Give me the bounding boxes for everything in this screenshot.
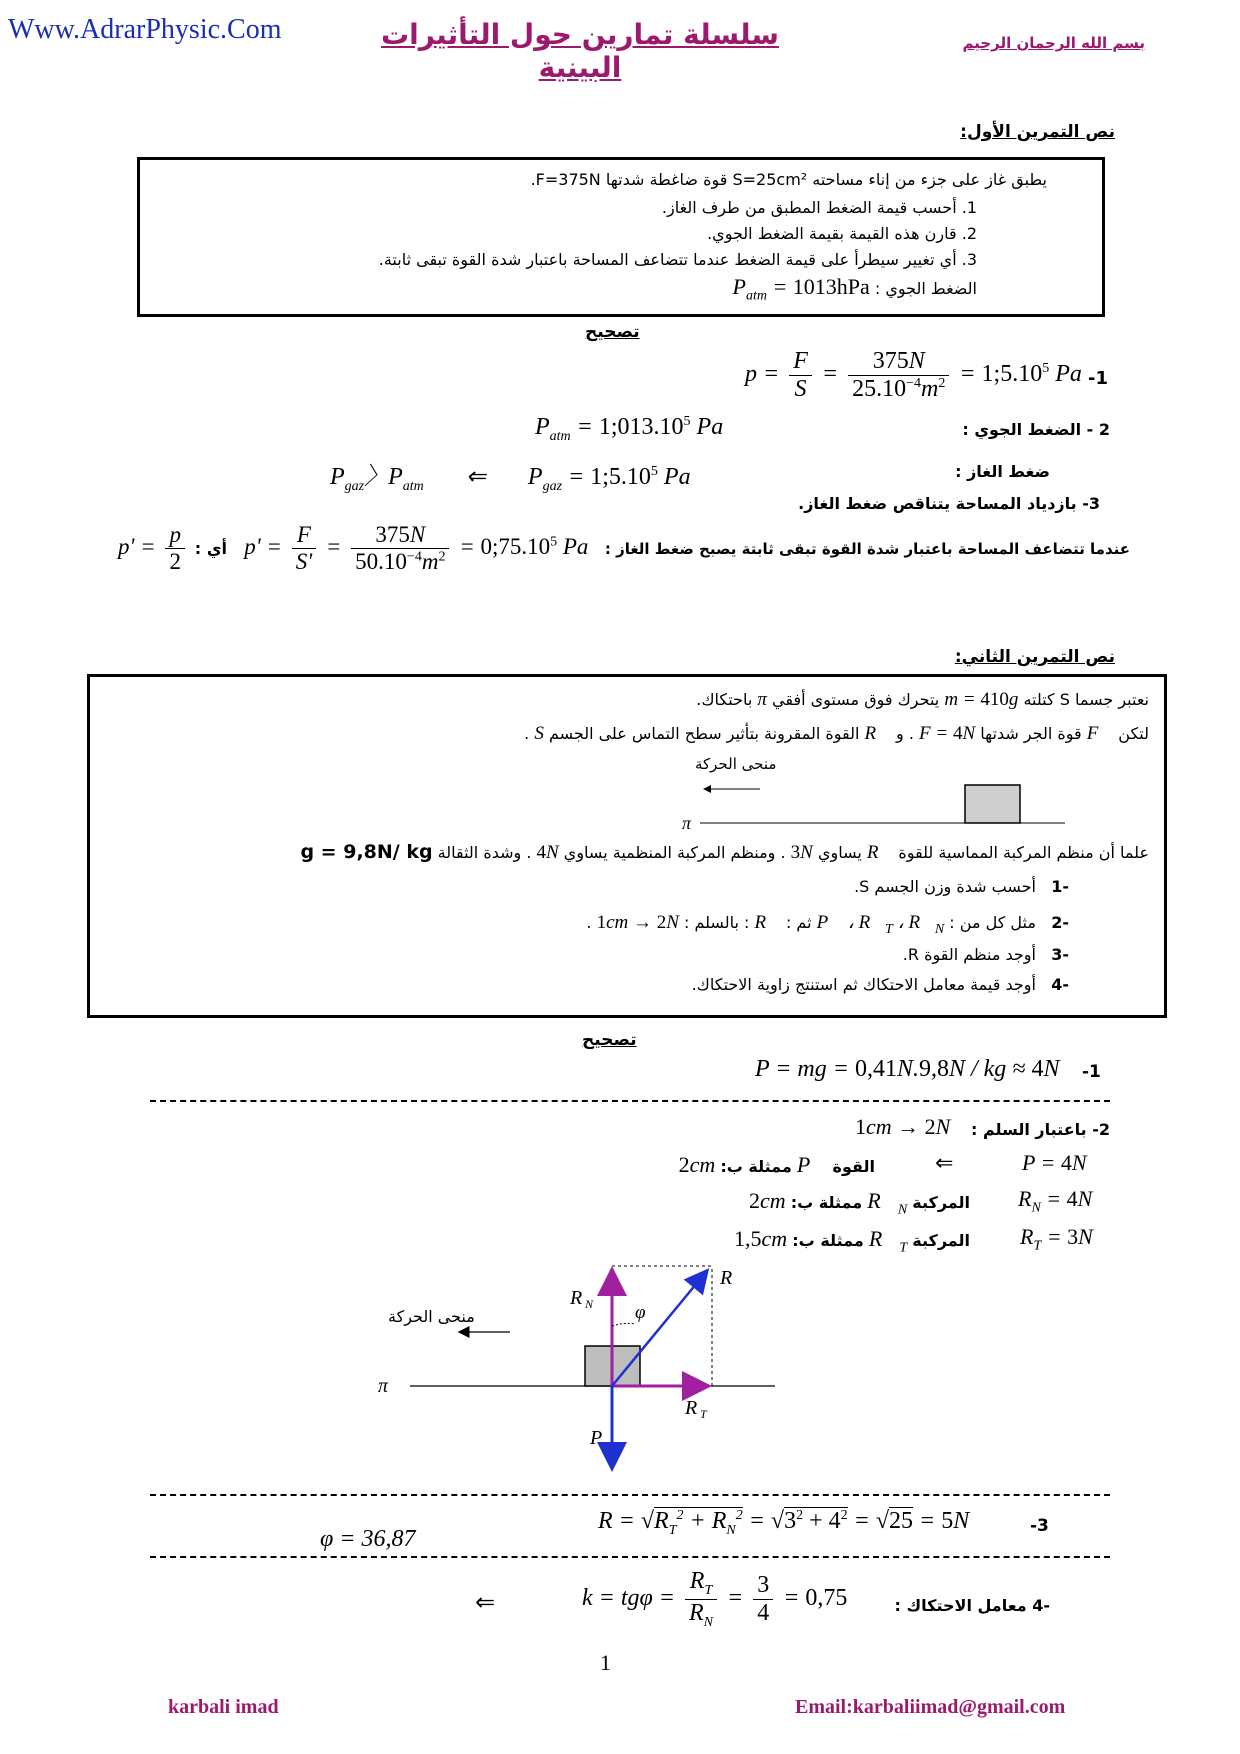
ex2-p-value: P = 4N xyxy=(1022,1150,1087,1175)
comp-word-1: المركبة xyxy=(912,1193,970,1212)
ex2-line2: لتكن F⃗ قوة الجر شدتها F = 4N . و R⃗ القوة المقرونة بتأثير سطح التماس على الجسم S . xyxy=(524,723,1149,744)
site-url[interactable]: Www.AdrarPhysic.Com xyxy=(8,14,282,45)
separator-2 xyxy=(150,1494,1110,1496)
separator-1 xyxy=(150,1100,1110,1102)
ex2-p-row: القوة P⃗ ممثلة ب: 2cm xyxy=(678,1152,875,1177)
ex2-line2-c: و xyxy=(896,724,904,743)
ex1-statement: يطبق غاز على جزء من إناء مساحته S=25cm² قوة ضاغطة شدتها F=375N. xyxy=(530,170,1047,189)
ex2-question-1 xyxy=(854,877,1069,896)
ex2-line1-c: يتحرك فوق مستوى أفقي xyxy=(772,690,940,709)
atm-label: الضغط الجوي : xyxy=(874,279,977,298)
ex2-line2-a: لتكن xyxy=(1118,724,1149,743)
q4-number: -4 xyxy=(1051,975,1069,994)
ex2-question-4 xyxy=(692,975,1069,994)
q2-number: -2 xyxy=(1051,913,1069,932)
ex2-scale: 1cm → 2N xyxy=(855,1114,951,1139)
ex2-step3-number: -3 xyxy=(1030,1516,1049,1536)
ex1-step3-text: 3- بازدياد المساحة يتناقص ضغط الغاز. xyxy=(798,494,1100,513)
ay-word: أي xyxy=(206,538,228,558)
ex2-step4-label: -4 معامل الاحتكاك : xyxy=(894,1596,1050,1615)
r-vector xyxy=(612,1272,706,1386)
phi-result: φ = 36,87 xyxy=(320,1526,416,1552)
ex2-line3-b: يساوي xyxy=(817,843,862,862)
ex2-step2-label: 2- باعتبار السلم : xyxy=(971,1120,1110,1139)
ex2-rn-row: المركبة $R⃗_N$ ممثلة ب: 2cm xyxy=(748,1188,970,1218)
exercise1-heading: نص التمرين الأول: xyxy=(960,122,1115,142)
ex1-step4-formula: p' = $\frac{p}{2}$ : أي p' = $\frac{F}{S'}$ = $\frac{375N}{50.10^{-4}m^2}$ = $0;75.10^5$ Pa xyxy=(118,522,589,574)
ex2-force-diagram xyxy=(370,1264,780,1476)
ex2-step4-formula: k = tgφ = $\frac{R_T}{R_N}$ = $\frac{3}{4}$ = 0,75 xyxy=(582,1568,848,1630)
comp-word-2: المركبة xyxy=(912,1231,970,1250)
ex2-line1-d: باحتكاك. xyxy=(696,690,753,709)
rep-word-3: ممثلة ب: xyxy=(792,1231,864,1250)
footer-author: karbali imad xyxy=(168,1696,279,1718)
ex2-question-3 xyxy=(903,945,1069,964)
ex2-question-2: -2 مثل كل من : P⃗ ، $R⃗_T$ ، $R⃗_N$ ثم : R⃗ : بالسلم : 1cm → 2N . xyxy=(586,912,1069,937)
ex2-line2-d: القوة المقرونة بتأثير سطح التماس على الجسم xyxy=(548,724,860,743)
ex1-step4-text: عندما تتضاعف المساحة باعتبار شدة القوة تبقى ثابتة يصبح ضغط الغاز : xyxy=(604,540,1130,558)
footer-email[interactable]: Email:karbaliimad@gmail.com xyxy=(795,1696,1066,1718)
ex1-step1-number: -1 xyxy=(1088,368,1108,389)
ex1-gas-label: ضغط الغاز : xyxy=(955,462,1050,481)
q2-text-b: ثم xyxy=(796,913,812,932)
rt-label: R xyxy=(685,1397,698,1419)
separator-3 xyxy=(150,1556,1110,1558)
ex2-plane-label: π xyxy=(682,813,692,833)
ex1-question-3: 3. أي تغيير سيطرأ على قيمة الضغط عندما تتضاعف المساحة باعتبار شدة القوة تبقى ثابتة. xyxy=(378,250,977,269)
rn-sub: N xyxy=(585,1297,594,1311)
atm-value: 1013hPa xyxy=(792,274,870,299)
phi-label: φ xyxy=(635,1302,646,1323)
ex1-compare: $P_{gaz}$〉$P_{atm}$ ⇐ $P_{gaz}$ = $1;5.10^5$ Pa xyxy=(330,464,691,494)
ex2-line1-a: نعتبر جسما xyxy=(1074,690,1149,709)
q2-text-a: مثل كل من : xyxy=(949,913,1036,932)
q4-text: أوجد قيمة معامل الاحتكاك ثم استنتج زاوية الاحتكاك. xyxy=(691,975,1036,994)
ex2-step1-number: -1 xyxy=(1082,1062,1101,1082)
ex2-block xyxy=(965,785,1020,823)
ex2-line1: نعتبر جسما S كتلته m = 410g يتحرك فوق مستوى أفقي π باحتكاك. xyxy=(696,689,1149,710)
atm-pressure-data: الضغط الجوي : $P_{atm} = 1013hPa$ xyxy=(732,274,977,304)
q1-number: -1 xyxy=(1051,877,1069,896)
ex2-line3-c: ومنظم المركبة المنظمية يساوي xyxy=(563,843,776,862)
ex2-rt-value: $R_T = 3N$ xyxy=(1020,1224,1093,1254)
ex2-implies-arrow: ⇐ xyxy=(935,1150,954,1175)
phi-arc xyxy=(612,1323,635,1326)
exercise1-box xyxy=(137,157,1105,317)
q3-text: أوجد منظم القوة R. xyxy=(902,945,1036,964)
ex1-correction-title: تصحيح xyxy=(585,322,640,342)
ex2-motion-label: منحى الحركة xyxy=(695,755,777,773)
page-number: 1 xyxy=(600,1650,611,1675)
basmala: بسم الله الرحمان الرحيم xyxy=(962,34,1145,52)
rt-sub: T xyxy=(700,1407,707,1421)
ex2-line2-b: قوة الجر شدتها xyxy=(980,724,1082,743)
exercise2-box xyxy=(87,674,1167,1018)
ex1-question-2: 2. قارن هذه القيمة بقيمة الضغط الجوي. xyxy=(707,224,977,243)
p-label: P xyxy=(590,1427,603,1449)
ex2-rn-value: $R_N = 4N$ xyxy=(1018,1186,1093,1216)
ex2-line3-d: وشدة الثقالة xyxy=(437,843,522,862)
ex2-step1-formula: P = mg = 0,41N.9,8N / kg ≈ 4N xyxy=(755,1056,1060,1082)
rep-word-2: ممثلة ب: xyxy=(790,1193,863,1212)
q2-text-c: بالسلم : xyxy=(684,913,739,932)
page-title: سلسلة تمارين حول التأثيرات البينية xyxy=(381,18,779,84)
ex2-line3: علما أن منظم المركبة المماسية للقوة R⃗ يساوي 3N . ومنظم المركبة المنظمية يساوي 4N . وشدة الثقالة g = 9,8N/ kg xyxy=(300,841,1149,863)
rep-word-1: ممثلة ب: xyxy=(720,1157,792,1176)
ex1-step1-formula: p = $\frac{F}{S}$ = $\frac{375N}{25.10^{-4}m^2}$ = $1;5.10^5$ Pa xyxy=(745,348,1082,402)
q1-text: أحسب شدة وزن الجسم S. xyxy=(854,877,1036,896)
ex2-motion-arrowhead xyxy=(703,785,711,793)
exercise2-heading: نص التمرين الثاني: xyxy=(954,647,1115,667)
ex1-question-1: 1. أحسب قيمة الضغط المطبق من طرف الغاز. xyxy=(661,198,977,217)
ex2-step3-formula: $R = √R_T^2 + R_N^2 = √3^2 + 4^2 = √25 = 5N$ xyxy=(598,1508,970,1538)
ex2-line1-b: كتلته xyxy=(1023,690,1055,709)
ex2-rt-row: المركبة $R⃗_T$ ممثلة ب: 1,5cm xyxy=(734,1226,970,1256)
ex1-step2-label: 2 - الضغط الجوي : xyxy=(962,420,1110,439)
ex2-implies-arrow-2: ⇐ xyxy=(475,1590,496,1616)
ex2-line3-a: علما أن منظم المركبة المماسية للقوة xyxy=(898,843,1149,862)
plane-label-2: π xyxy=(378,1375,389,1397)
force-word: القوة xyxy=(832,1157,875,1176)
q3-number: -3 xyxy=(1051,945,1069,964)
motion-label-2: منحى الحركة xyxy=(388,1307,475,1326)
ex2-correction-title: تصحيح xyxy=(582,1030,637,1050)
g-value: g = 9,8N/ kg xyxy=(300,841,433,863)
ex1-patm-formula: $P_{atm}$ = $1;013.10^5$ Pa xyxy=(535,414,724,444)
r-label: R xyxy=(720,1267,733,1289)
rn-label: R xyxy=(570,1287,583,1309)
